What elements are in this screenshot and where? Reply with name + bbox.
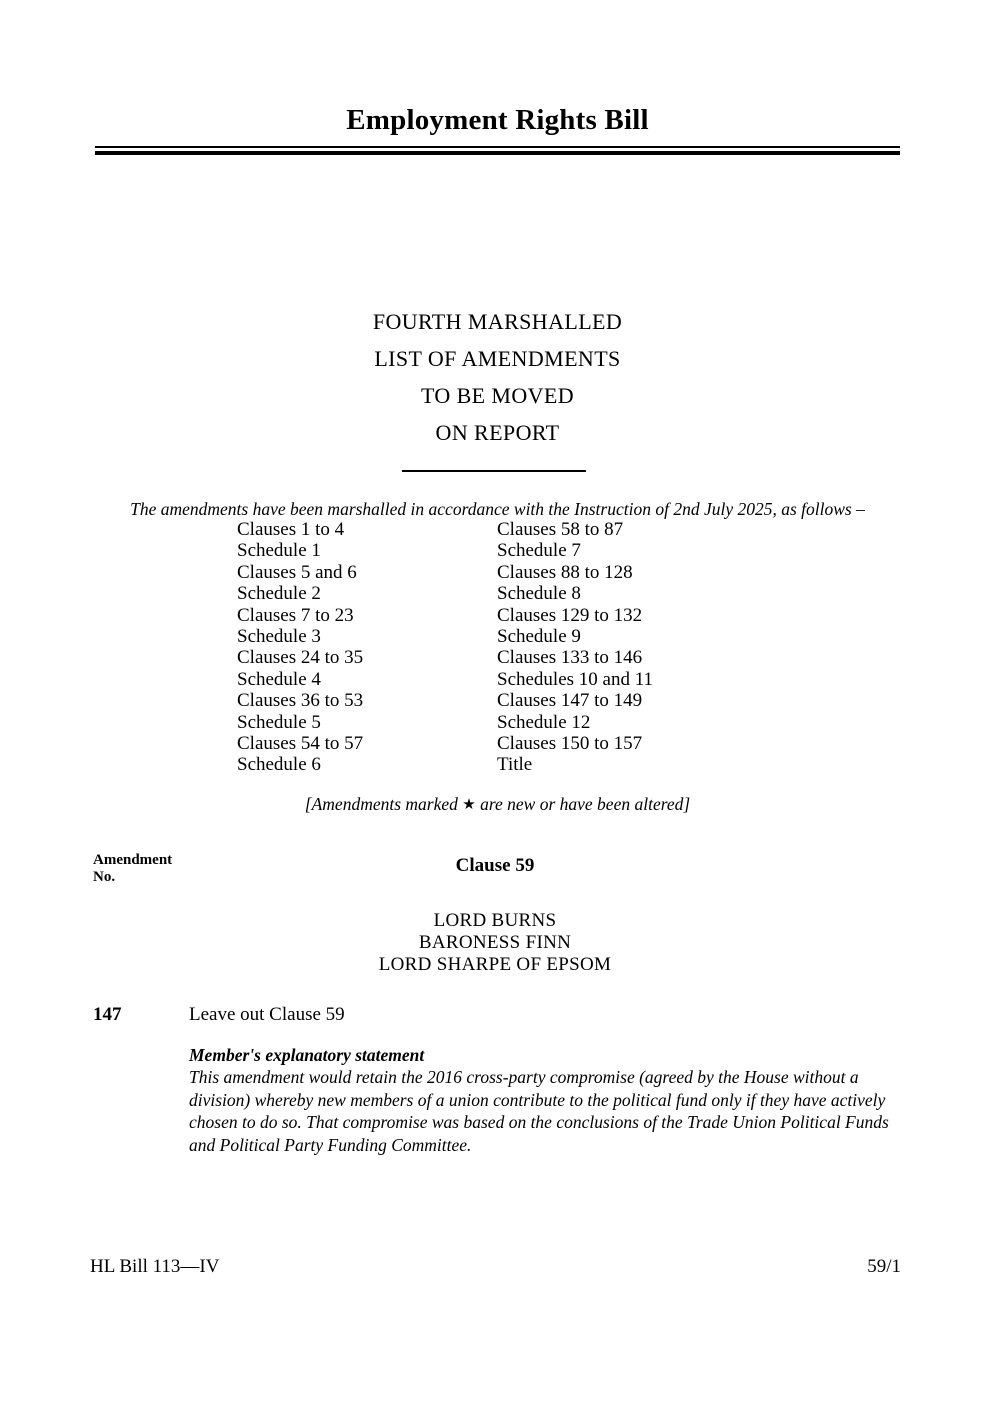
marshalling-instruction: The amendments have been marshalled in accordance with the Instruction of 2nd July 2025, as follows – — [130, 499, 865, 519]
amendment-no-column-label — [93, 852, 172, 886]
list-item: Clauses 36 to 53 — [237, 690, 364, 712]
amendment-no-label-line2: No. — [93, 869, 116, 885]
sponsor-name: LORD SHARPE OF EPSOM — [378, 954, 612, 975]
list-item: Schedule 9 — [497, 626, 581, 648]
list-item: Clauses 150 to 157 — [497, 733, 643, 755]
explanatory-statement — [189, 1044, 901, 1156]
sponsor-list — [190, 910, 800, 976]
star-note-suffix: are new or have been altered] — [475, 794, 691, 814]
list-item: Clauses 1 to 4 — [237, 519, 345, 540]
list-item: Clauses 133 to 146 — [497, 647, 643, 669]
document-heading-block — [95, 303, 900, 451]
heading-divider-rule — [402, 470, 586, 472]
title-rule-thick — [95, 151, 900, 155]
amendment-no-label-line1: Amendment — [93, 852, 173, 868]
list-item: Clauses 7 to 23 — [237, 604, 354, 626]
list-item: Clauses 58 to 87 — [497, 519, 624, 540]
list-item: Clauses 88 to 128 — [497, 561, 633, 583]
amendment-text: Leave out Clause 59 — [189, 1004, 345, 1025]
list-item: Schedule 12 — [497, 711, 591, 733]
page-title: Employment Rights Bill — [346, 104, 649, 136]
amendment-number: 147 — [93, 1004, 122, 1025]
list-item: Schedule 2 — [237, 583, 321, 605]
clause-heading: Clause 59 — [455, 855, 535, 876]
list-item: Clauses 5 and 6 — [237, 561, 357, 583]
star-legend-note — [95, 794, 900, 815]
list-item: Schedule 3 — [237, 626, 321, 648]
explanatory-statement-title: Member's explanatory statement — [189, 1045, 425, 1065]
list-item: Schedule 6 — [237, 754, 321, 776]
list-item: Schedule 5 — [237, 711, 321, 733]
list-item: Schedule 4 — [237, 668, 321, 690]
footer-bill-reference: HL Bill 113—IV — [90, 1256, 220, 1277]
marshalling-column-right — [497, 519, 653, 776]
heading-line-3: TO BE MOVED — [420, 383, 575, 408]
list-item: Schedules 10 and 11 — [497, 668, 654, 690]
footer-page-number: 59/1 — [867, 1256, 901, 1277]
heading-line-4: ON REPORT — [435, 420, 560, 445]
heading-line-1: FOURTH MARSHALLED — [372, 309, 623, 334]
explanatory-statement-body: This amendment would retain the 2016 cross-party compromise (agreed by the House without a division) whereby new members of a union contribute to the political fund only if they have actively chosen to do so. That compromise was based on the conclusions of the Trade Union Political Funds and Political Party Funding Committee. — [189, 1067, 889, 1155]
list-item: Clauses 24 to 35 — [237, 647, 364, 669]
star-icon: ★ — [462, 797, 476, 813]
list-item: Clauses 54 to 57 — [237, 733, 364, 755]
list-item: Schedule 7 — [497, 540, 581, 562]
marshalling-column-left — [237, 519, 363, 776]
list-item: Title — [497, 754, 533, 776]
star-note-prefix: [Amendments marked — [304, 794, 463, 814]
title-double-rule — [95, 146, 900, 155]
sponsor-name: BARONESS FINN — [418, 932, 572, 953]
heading-line-2: LIST OF AMENDMENTS — [374, 346, 621, 371]
list-item: Schedule 1 — [237, 540, 321, 562]
list-item: Clauses 147 to 149 — [497, 690, 643, 712]
sponsor-name: LORD BURNS — [433, 910, 557, 931]
list-item: Schedule 8 — [497, 583, 581, 605]
list-item: Clauses 129 to 132 — [497, 604, 643, 626]
